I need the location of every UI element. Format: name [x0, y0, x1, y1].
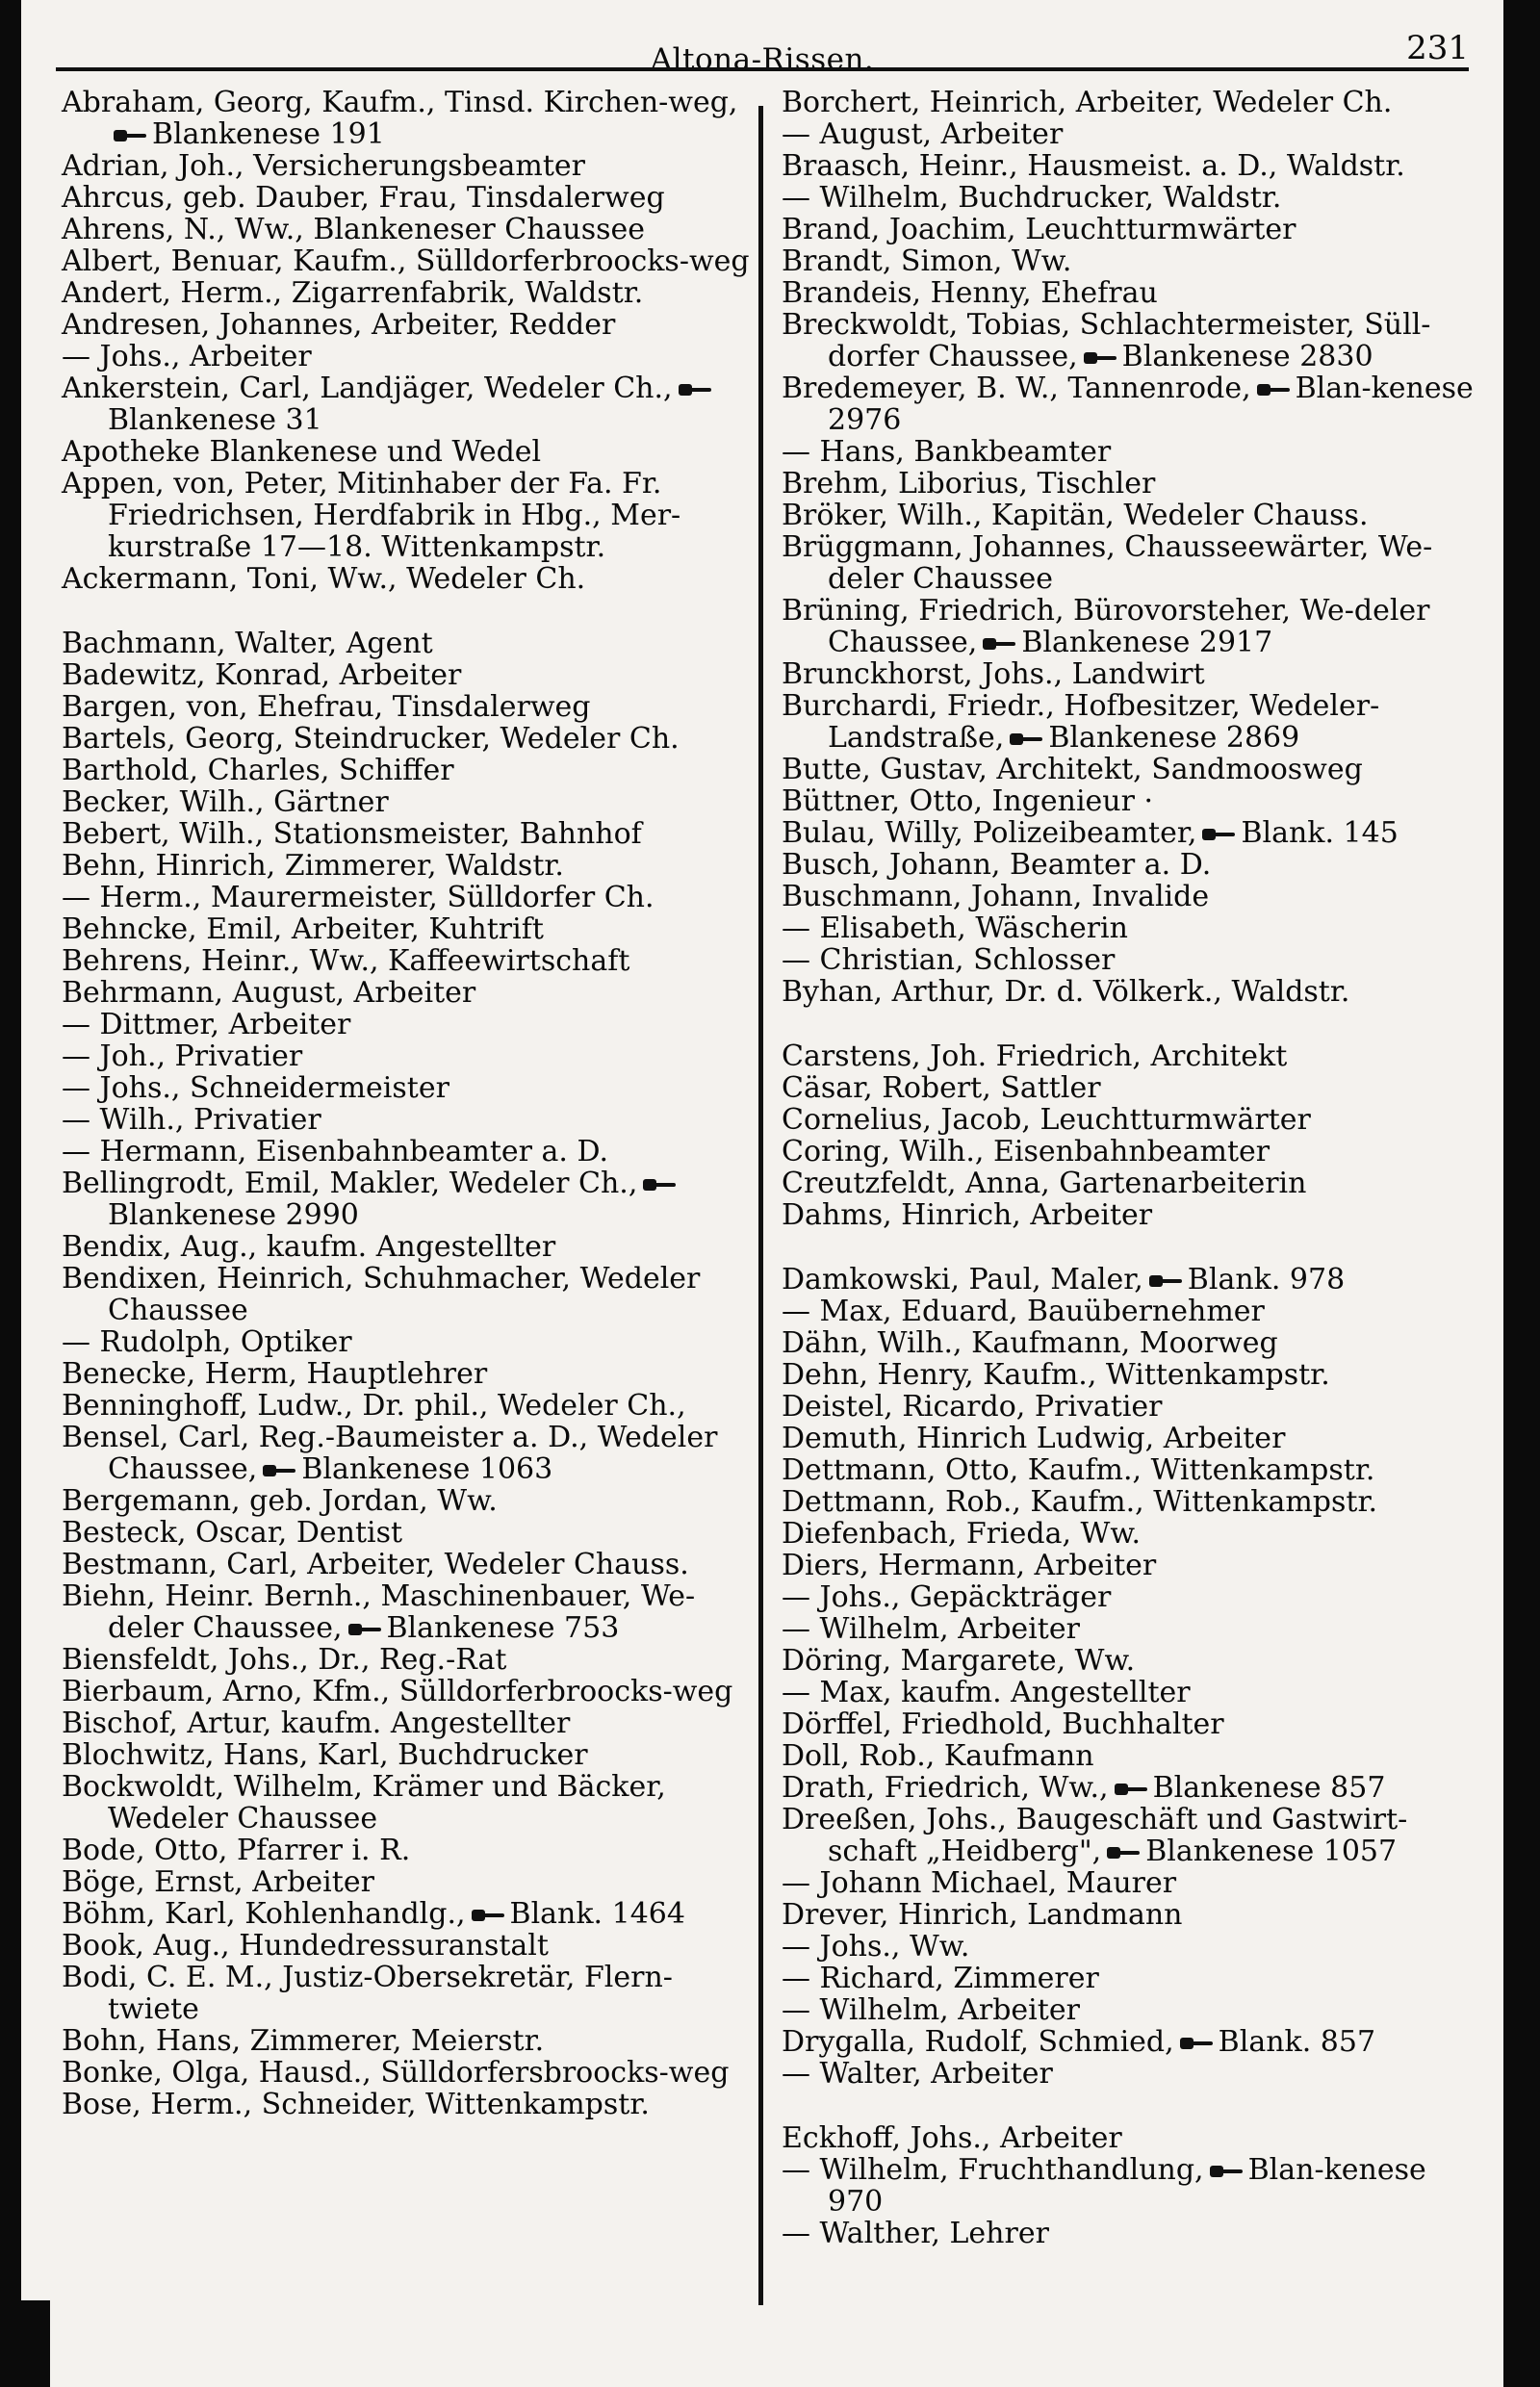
scan-edge-mark	[21, 2300, 50, 2387]
directory-entry	[782, 372, 1484, 436]
entry-text: Drever, Hinrich, Landmann	[782, 1898, 1183, 1932]
directory-entry	[782, 817, 1484, 849]
entry-text: Byhan, Arthur, Dr. d. Völkerk., Waldstr.	[782, 975, 1350, 1009]
directory-entry	[782, 1581, 1484, 1613]
directory-entry	[782, 1391, 1484, 1423]
entry-text: Coring, Wilh., Eisenbahnbeamter	[782, 1135, 1270, 1168]
directory-entry	[782, 87, 1484, 118]
directory-entry	[62, 214, 762, 245]
directory-entry	[782, 881, 1484, 912]
directory-entry	[782, 1899, 1484, 1931]
directory-entry	[62, 1676, 762, 1707]
directory-page	[21, 0, 1503, 2387]
entry-text: — Wilhelm, Arbeiter	[782, 1612, 1080, 1646]
telephone-number: Blankenese 857	[1152, 1771, 1386, 1805]
entry-text: Damkowski, Paul, Maler,	[782, 1263, 1143, 1296]
directory-entry	[62, 1104, 762, 1136]
directory-entry	[782, 500, 1484, 531]
directory-entry	[62, 1580, 762, 1644]
directory-entry	[782, 754, 1484, 785]
entry-text: Bröker, Wilh., Kapitän, Wedeler Chauss.	[782, 499, 1369, 532]
left-column	[62, 87, 762, 2120]
directory-entry	[782, 595, 1484, 658]
entry-text: Drath, Friedrich, Ww.,	[782, 1771, 1109, 1805]
entry-text: Ackermann, Toni, Ww., Wedeler Ch.	[62, 562, 586, 596]
directory-entry	[782, 1518, 1484, 1550]
entry-text: Ankerstein, Carl, Landjäger, Wedeler Ch.,	[62, 372, 673, 405]
entry-text: Bestmann, Carl, Arbeiter, Wedeler Chauss.	[62, 1548, 689, 1581]
telephone-number: Blankenese 31	[108, 403, 322, 437]
directory-entry	[62, 372, 762, 436]
section-gap	[62, 595, 762, 628]
entry-text: Butte, Gustav, Architekt, Sandmoosweg	[782, 753, 1363, 786]
directory-entry	[782, 2058, 1484, 2090]
directory-entry	[782, 1486, 1484, 1518]
telephone-icon	[472, 1908, 504, 1923]
entry-text: Creutzfeldt, Anna, Gartenarbeiterin	[782, 1167, 1307, 1200]
directory-entry	[782, 1040, 1484, 1072]
directory-entry	[782, 309, 1484, 372]
entry-text: — Wilhelm, Fruchthandlung,	[782, 2153, 1204, 2187]
directory-entry	[782, 1740, 1484, 1772]
telephone-icon	[1149, 1273, 1182, 1289]
entry-text: Bockwoldt, Wilhelm, Krämer und Bäcker, Wedeler Chaussee	[62, 1770, 666, 1835]
entry-text: Brandeis, Henny, Ehefrau	[782, 276, 1158, 310]
telephone-number: Blankenese 753	[386, 1611, 620, 1645]
entry-text: Adrian, Joh., Versicherungsbeamter	[62, 149, 585, 183]
directory-entry	[782, 1550, 1484, 1581]
entry-text: Borchert, Heinrich, Arbeiter, Wedeler Ch.	[782, 86, 1393, 119]
section-gap	[782, 2090, 1484, 2122]
directory-entry	[782, 1677, 1484, 1708]
directory-entry	[62, 1644, 762, 1676]
directory-entry	[62, 341, 762, 372]
directory-entry	[782, 1327, 1484, 1359]
telephone-icon	[679, 382, 711, 398]
directory-entry	[62, 87, 762, 150]
directory-entry	[62, 913, 762, 945]
entry-text: — Herm., Maurermeister, Sülldorfer Ch.	[62, 881, 654, 914]
directory-entry	[62, 1962, 762, 2025]
telephone-icon	[1257, 382, 1290, 398]
right-column	[782, 87, 1484, 2249]
entry-text: — Hermann, Eisenbahnbeamter a. D.	[62, 1135, 608, 1168]
entry-text: Döring, Margarete, Ww.	[782, 1644, 1136, 1678]
entry-text: Dehn, Henry, Kaufm., Wittenkampstr.	[782, 1358, 1330, 1392]
directory-entry	[62, 755, 762, 786]
entry-text: — Walther, Lehrer	[782, 2217, 1049, 2250]
telephone-icon	[348, 1622, 381, 1637]
entry-text: Albert, Benuar, Kaufm., Sülldorferbroocks-weg	[62, 244, 750, 278]
entry-text: Ahrens, N., Ww., Blankeneser Chaussee	[62, 213, 646, 246]
entry-text: — Max, kaufm. Angestellter	[782, 1676, 1191, 1709]
directory-entry	[782, 1931, 1484, 1963]
directory-entry	[62, 245, 762, 277]
directory-entry	[62, 277, 762, 309]
entry-text: Cäsar, Robert, Sattler	[782, 1071, 1101, 1105]
entry-text: — Christian, Schlosser	[782, 943, 1116, 977]
entry-text: Bellingrodt, Emil, Makler, Wedeler Ch.,	[62, 1167, 638, 1200]
directory-entry	[62, 1231, 762, 1263]
entry-text: — Max, Eduard, Bauübernehmer	[782, 1295, 1265, 1328]
directory-entry	[782, 658, 1484, 690]
entry-text: Dreeßen, Johs., Baugeschäft und Gastwirt-schaft „Heidberg",	[782, 1803, 1408, 1868]
directory-entry	[782, 1072, 1484, 1104]
directory-entry	[62, 1898, 762, 1930]
entry-text: Dettmann, Rob., Kaufm., Wittenkampstr.	[782, 1485, 1378, 1519]
entry-text: Bohn, Hans, Zimmerer, Meierstr.	[62, 2024, 545, 2058]
directory-entry	[782, 2026, 1484, 2058]
directory-entry	[62, 786, 762, 818]
telephone-number: Blank. 978	[1187, 1263, 1346, 1296]
entry-text: Bartels, Georg, Steindrucker, Wedeler Ch.	[62, 722, 680, 756]
directory-entry	[62, 436, 762, 468]
directory-entry	[782, 468, 1484, 500]
directory-entry	[782, 1804, 1484, 1867]
entry-text: Bergemann, geb. Jordan, Ww.	[62, 1484, 498, 1518]
telephone-icon	[983, 636, 1015, 652]
directory-entry	[62, 2089, 762, 2120]
directory-entry	[62, 150, 762, 182]
directory-entry	[782, 912, 1484, 944]
directory-entry	[62, 1422, 762, 1485]
entry-text: Doll, Rob., Kaufmann	[782, 1739, 1094, 1773]
entry-text: Bredemeyer, B. W., Tannenrode,	[782, 372, 1251, 405]
directory-entry	[62, 1771, 762, 1835]
directory-entry	[62, 1707, 762, 1739]
directory-entry	[782, 118, 1484, 150]
directory-entry	[782, 944, 1484, 976]
telephone-icon	[1107, 1845, 1140, 1861]
entry-text: Burchardi, Friedr., Hofbesitzer, Wedeler-Landstraße,	[782, 689, 1380, 755]
page-title: Altona-Rissen.	[650, 42, 875, 77]
entry-text: Besteck, Oscar, Dentist	[62, 1516, 403, 1550]
directory-entry	[782, 1104, 1484, 1136]
directory-entry	[782, 976, 1484, 1008]
entry-text: Behrens, Heinr., Ww., Kaffeewirtschaft	[62, 944, 630, 978]
directory-entry	[782, 1708, 1484, 1740]
directory-entry	[782, 1423, 1484, 1454]
directory-entry	[782, 436, 1484, 468]
directory-entry	[782, 2154, 1484, 2218]
section-gap	[782, 1231, 1484, 1264]
entry-text: — Johann Michael, Maurer	[782, 1866, 1177, 1900]
telephone-icon	[1115, 1782, 1147, 1797]
entry-text: Ahrcus, geb. Dauber, Frau, Tinsdalerweg	[62, 181, 665, 215]
entry-text: Book, Aug., Hundedressuranstalt	[62, 1929, 549, 1963]
entry-text: Badewitz, Konrad, Arbeiter	[62, 658, 462, 692]
directory-entry	[62, 977, 762, 1009]
entry-text: — Hans, Bankbeamter	[782, 435, 1112, 469]
entry-text: Bode, Otto, Pfarrer i. R.	[62, 1834, 411, 1867]
entry-text: Behn, Hinrich, Zimmerer, Waldstr.	[62, 849, 564, 883]
entry-text: Blochwitz, Hans, Karl, Buchdrucker	[62, 1738, 588, 1772]
entry-text: Büttner, Otto, Ingenieur ·	[782, 784, 1154, 818]
entry-text: — Dittmer, Arbeiter	[62, 1008, 351, 1041]
header-rule	[56, 67, 1469, 71]
entry-text: — Elisabeth, Wäscherin	[782, 911, 1128, 945]
directory-entry	[782, 1296, 1484, 1327]
entry-text: Carstens, Joh. Friedrich, Architekt	[782, 1040, 1288, 1073]
entry-text: Dörffel, Friedhold, Buchhalter	[782, 1707, 1224, 1741]
entry-text: Bachmann, Walter, Agent	[62, 627, 433, 660]
entry-text: — Wilhelm, Arbeiter	[782, 1993, 1080, 2027]
entry-text: Brand, Joachim, Leuchtturmwärter	[782, 213, 1296, 246]
directory-entry	[62, 628, 762, 659]
entry-text: Cornelius, Jacob, Leuchtturmwärter	[782, 1103, 1311, 1137]
directory-entry	[62, 882, 762, 913]
entry-text: Braasch, Heinr., Hausmeist. a. D., Waldstr.	[782, 149, 1405, 183]
entry-text: Böge, Ernst, Arbeiter	[62, 1865, 374, 1899]
entry-text: Deistel, Ricardo, Privatier	[782, 1390, 1163, 1424]
directory-entry	[62, 2025, 762, 2057]
telephone-number: Blankenese 1063	[301, 1452, 553, 1486]
telephone-number: Blankenese 1057	[1145, 1835, 1398, 1868]
directory-entry	[62, 691, 762, 723]
entry-text: Bendix, Aug., kaufm. Angestellter	[62, 1230, 556, 1264]
entry-text: Brunckhorst, Johs., Landwirt	[782, 657, 1205, 691]
directory-entry	[62, 1358, 762, 1390]
entry-text: — Johs., Gepäckträger	[782, 1580, 1112, 1614]
entry-text: Buschmann, Johann, Invalide	[782, 880, 1210, 913]
directory-entry	[62, 1168, 762, 1231]
telephone-number: Blankenese 191	[152, 117, 385, 151]
directory-entry	[62, 182, 762, 214]
directory-entry	[62, 1040, 762, 1072]
entry-text: Behrmann, August, Arbeiter	[62, 976, 476, 1010]
directory-entry	[782, 531, 1484, 595]
entry-text: Böhm, Karl, Kohlenhandlg.,	[62, 1897, 466, 1931]
directory-entry	[62, 1263, 762, 1326]
entry-text: Bensel, Carl, Reg.-Baumeister a. D., Wedeler Chaussee,	[62, 1421, 718, 1486]
entry-text: Benecke, Herm, Hauptlehrer	[62, 1357, 488, 1391]
directory-entry	[782, 2122, 1484, 2154]
entry-text: Benninghoff, Ludw., Dr. phil., Wedeler Ch.,	[62, 1389, 686, 1423]
page-header	[21, 29, 1503, 87]
directory-entry	[62, 1009, 762, 1040]
telephone-number: Blan-kenese 2976	[828, 372, 1474, 437]
telephone-number: Blankenese 2917	[1021, 626, 1273, 659]
directory-entry	[782, 1772, 1484, 1804]
entry-text: Bose, Herm., Schneider, Wittenkampstr.	[62, 2088, 650, 2121]
entry-text: Bischof, Artur, kaufm. Angestellter	[62, 1707, 571, 1740]
entry-text: Brüggmann, Johannes, Chausseewärter, We-deler Chaussee	[782, 530, 1433, 596]
entry-text: Drygalla, Rudolf, Schmied,	[782, 2025, 1174, 2059]
entry-text: Diers, Hermann, Arbeiter	[782, 1549, 1157, 1582]
telephone-icon	[1180, 2036, 1213, 2051]
entry-text: Demuth, Hinrich Ludwig, Arbeiter	[782, 1422, 1286, 1455]
telephone-number: Blankenese 2830	[1121, 340, 1373, 373]
section-gap	[782, 1008, 1484, 1040]
directory-entry	[782, 785, 1484, 817]
directory-entry	[782, 2218, 1484, 2249]
entry-text: Appen, von, Peter, Mitinhaber der Fa. Fr. Friedrichsen, Herdfabrik in Hbg., Mer-kurstraße 17—18. Wittenkampstr.	[62, 467, 681, 564]
directory-entry	[782, 1168, 1484, 1199]
directory-entry	[62, 1739, 762, 1771]
directory-entry	[62, 1390, 762, 1422]
directory-entry	[62, 563, 762, 595]
directory-entry	[782, 1359, 1484, 1391]
directory-entry	[782, 1136, 1484, 1168]
telephone-icon	[1210, 2164, 1243, 2179]
directory-entry	[62, 1485, 762, 1517]
entry-text: — August, Arbeiter	[782, 117, 1064, 151]
entry-text: — Johs., Schneidermeister	[62, 1071, 449, 1105]
entry-text: — Johs., Arbeiter	[62, 340, 312, 373]
entry-text: Bendixen, Heinrich, Schuhmacher, Wedeler Chaussee	[62, 1262, 701, 1327]
directory-entry	[62, 1136, 762, 1168]
directory-entry	[782, 1613, 1484, 1645]
entry-text: — Wilh., Privatier	[62, 1103, 321, 1137]
telephone-icon	[1202, 827, 1235, 842]
entry-text: Brüning, Friedrich, Bürovorsteher, We-deler Chaussee,	[782, 594, 1430, 659]
entry-text: — Johs., Ww.	[782, 1930, 970, 1964]
directory-entry	[62, 1930, 762, 1962]
entry-text: Busch, Johann, Beamter a. D.	[782, 848, 1212, 882]
telephone-icon	[1084, 350, 1116, 366]
directory-entry	[62, 1517, 762, 1549]
directory-entry	[62, 818, 762, 850]
directory-entry	[782, 1454, 1484, 1486]
entry-text: — Walter, Arbeiter	[782, 2057, 1053, 2091]
telephone-number: Blank. 857	[1218, 2025, 1376, 2059]
directory-entry	[62, 2057, 762, 2089]
directory-entry	[782, 214, 1484, 245]
entry-text: Behncke, Emil, Arbeiter, Kuhtrift	[62, 912, 544, 946]
telephone-number: Blank. 145	[1241, 816, 1399, 850]
directory-entry	[782, 150, 1484, 182]
entry-text: Breckwoldt, Tobias, Schlachtermeister, Süll-dorfer Chaussee,	[782, 308, 1431, 373]
directory-entry	[782, 1963, 1484, 1994]
entry-text: Andresen, Johannes, Arbeiter, Redder	[62, 308, 616, 342]
directory-entry	[62, 1835, 762, 1866]
entry-text: Bebert, Wilh., Stationsmeister, Bahnhof	[62, 817, 642, 851]
page-number: 231	[1406, 29, 1469, 67]
telephone-number: Blank. 1464	[509, 1897, 685, 1931]
telephone-number: Blan-kenese 970	[828, 2153, 1426, 2219]
directory-entry	[62, 1326, 762, 1358]
entry-text: Eckhoff, Johs., Arbeiter	[782, 2121, 1122, 2155]
directory-entry	[62, 659, 762, 691]
entry-text: — Rudolph, Optiker	[62, 1325, 352, 1359]
entry-text: Bargen, von, Ehefrau, Tinsdalerweg	[62, 690, 591, 724]
directory-entry	[782, 182, 1484, 214]
entry-text: Bonke, Olga, Hausd., Sülldorfersbroocks-weg	[62, 2056, 730, 2090]
directory-entry	[62, 309, 762, 341]
telephone-icon	[1010, 732, 1042, 747]
telephone-number: Blankenese 2869	[1048, 721, 1300, 755]
telephone-icon	[263, 1463, 295, 1478]
directory-entry	[62, 1866, 762, 1898]
directory-entry	[782, 1994, 1484, 2026]
directory-entry	[62, 1549, 762, 1580]
entry-text: Becker, Wilh., Gärtner	[62, 785, 389, 819]
directory-entry	[782, 245, 1484, 277]
directory-entry	[62, 850, 762, 882]
entry-text: — Richard, Zimmerer	[782, 1962, 1099, 1995]
entry-text: Barthold, Charles, Schiffer	[62, 754, 454, 787]
entry-text: Dettmann, Otto, Kaufm., Wittenkampstr.	[782, 1453, 1375, 1487]
directory-entry	[62, 468, 762, 563]
entry-text: — Joh., Privatier	[62, 1040, 303, 1073]
entry-text: Bulau, Willy, Polizeibeamter,	[782, 816, 1197, 850]
directory-entry	[62, 1072, 762, 1104]
telephone-number: Blankenese 2990	[108, 1198, 359, 1232]
telephone-icon	[114, 128, 146, 143]
directory-entry	[782, 690, 1484, 754]
entry-text: Biensfeldt, Johs., Dr., Reg.-Rat	[62, 1643, 507, 1677]
directory-entry	[782, 1645, 1484, 1677]
directory-entry	[782, 277, 1484, 309]
directory-entry	[782, 1264, 1484, 1296]
entry-text: Biehn, Heinr. Bernh., Maschinenbauer, We-deler Chaussee,	[62, 1579, 696, 1645]
telephone-icon	[643, 1177, 676, 1193]
directory-entry	[62, 723, 762, 755]
entry-text: Dahms, Hinrich, Arbeiter	[782, 1198, 1153, 1232]
entry-text: Dähn, Wilh., Kaufmann, Moorweg	[782, 1326, 1278, 1360]
entry-text: Diefenbach, Frieda, Ww.	[782, 1517, 1142, 1551]
entry-text: Apotheke Blankenese und Wedel	[62, 435, 542, 469]
entry-text: Bodi, C. E. M., Justiz-Obersekretär, Flern-twiete	[62, 1961, 673, 2026]
entry-text: Bierbaum, Arno, Kfm., Sülldorferbroocks-weg	[62, 1675, 733, 1708]
entry-text: Brehm, Liborius, Tischler	[782, 467, 1156, 500]
entry-text: Brandt, Simon, Ww.	[782, 244, 1072, 278]
directory-entry	[782, 1199, 1484, 1231]
entry-text: Abraham, Georg, Kaufm., Tinsd. Kirchen-weg,	[62, 86, 738, 119]
entry-text: — Wilhelm, Buchdrucker, Waldstr.	[782, 181, 1282, 215]
directory-entry	[782, 1867, 1484, 1899]
directory-entry	[62, 945, 762, 977]
directory-entry	[782, 849, 1484, 881]
entry-text: Andert, Herm., Zigarrenfabrik, Waldstr.	[62, 276, 644, 310]
